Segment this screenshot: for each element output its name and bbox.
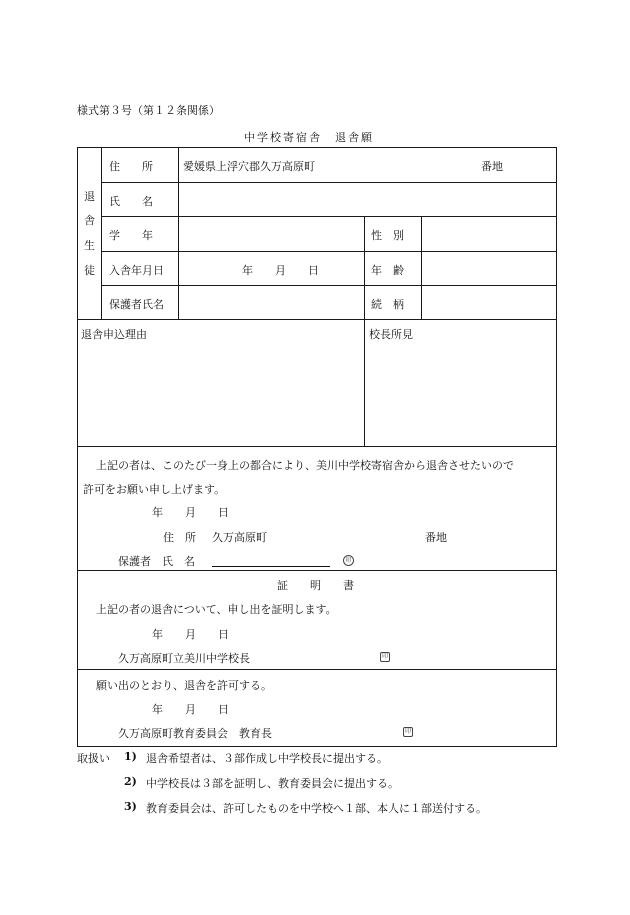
certificate-date: 年 月 日	[152, 628, 229, 641]
principal-opinion-label: 校長所見	[369, 328, 413, 341]
approval-date: 年 月 日	[152, 703, 229, 716]
certificate-signer: 久万高原町立美川中学校長	[118, 652, 250, 665]
gender-label: 性 別	[371, 229, 404, 242]
student-label-1: 退	[84, 190, 95, 203]
note-1-text: 退舎希望者は、３部作成し中学校長に提出する。	[146, 752, 388, 765]
age-label: 年 齢	[371, 264, 404, 277]
age-field[interactable]	[423, 253, 555, 284]
guardian-label: 保護者氏名	[109, 298, 164, 311]
reason-label: 退舎申込理由	[81, 328, 147, 341]
relation-label: 続 柄	[371, 298, 404, 311]
address-suffix: 番地	[481, 160, 503, 173]
student-label-4: 徒	[84, 264, 95, 277]
address-value: 愛媛県上浮穴郡久万高原町	[183, 160, 315, 173]
request-guardian-label: 保護者 氏 名	[118, 555, 195, 568]
move-in-date-value: 年 月 日	[242, 264, 319, 277]
note-1-number: 1)	[124, 750, 137, 763]
request-text-line2: 許可をお願い申し上げます。	[83, 483, 226, 496]
request-address-suffix: 番地	[425, 531, 447, 544]
request-address-value: 久万高原町	[212, 531, 267, 544]
guardian-seal-icon: 印	[343, 555, 354, 566]
request-date: 年 月 日	[152, 506, 229, 519]
gender-field[interactable]	[423, 218, 555, 249]
name-label: 氏 名	[109, 195, 153, 208]
approval-text: 願い出のとおり、退舎を許可する。	[96, 679, 272, 692]
address-label: 住 所	[109, 160, 153, 173]
approval-signer: 久万高原町教育委員会 教育長	[118, 727, 272, 740]
principal-opinion-field[interactable]	[367, 342, 555, 444]
request-address-label: 住 所	[163, 531, 196, 544]
education-seal-icon: 印	[404, 728, 411, 735]
grade-label: 学 年	[109, 229, 153, 242]
guardian-signature-field[interactable]	[212, 553, 330, 567]
note-2-text: 中学校長は３部を証明し、教育委員会に提出する。	[146, 777, 399, 790]
page-title: 中学校寄宿舎 退舎願	[244, 131, 374, 144]
student-label-3: 生	[84, 239, 95, 252]
note-2-number: 2)	[124, 775, 137, 788]
reason-field[interactable]	[80, 342, 362, 444]
form-number: 様式第３号（第１２条関係）	[77, 104, 220, 117]
certificate-title: 証 明 書	[277, 579, 354, 592]
notes-label: 取扱い	[77, 752, 110, 765]
move-in-date-label: 入舎年月日	[109, 264, 164, 277]
request-text-line1: 上記の者は、このたび一身上の都合により、美川中学校寄宿舎から退舎させたいので	[96, 459, 514, 472]
relation-field[interactable]	[423, 287, 555, 318]
student-label-2: 舎	[84, 214, 95, 227]
note-3-number: 3)	[124, 800, 137, 813]
certificate-text: 上記の者の退舎について、申し出を証明します。	[96, 603, 337, 616]
note-3-text: 教育委員会は、許可したものを中学校へ１部、本人に１部送付する。	[146, 802, 487, 815]
principal-seal-icon: 印	[381, 653, 388, 660]
name-field[interactable]	[180, 184, 555, 214]
grade-field[interactable]	[180, 218, 362, 249]
guardian-field[interactable]	[180, 287, 362, 318]
